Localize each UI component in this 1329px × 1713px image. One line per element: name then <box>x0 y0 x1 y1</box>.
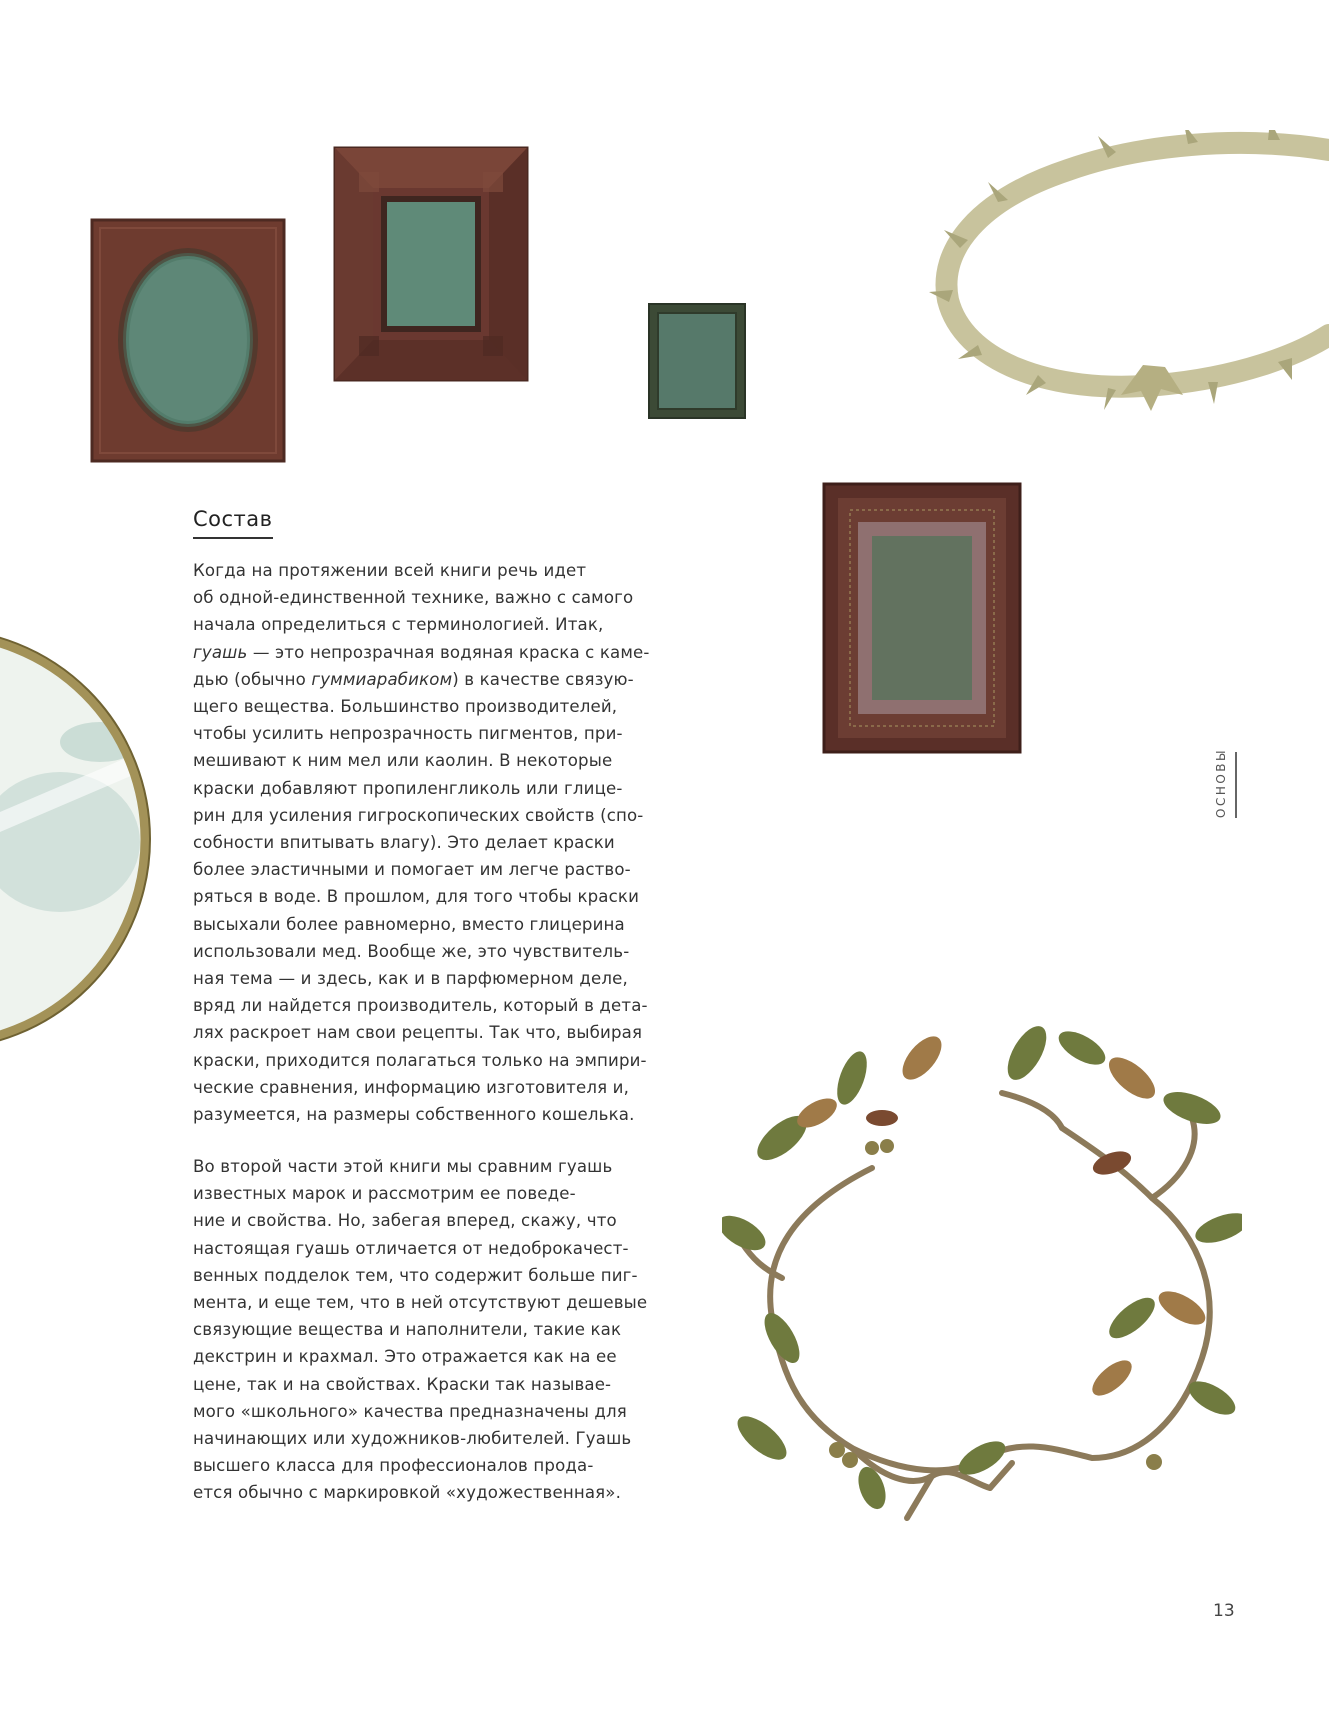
text-line: использовали мед. Вообще же, это чувствитель- <box>193 941 630 961</box>
text-line: ряться в воде. В прошлом, для того чтобы краски <box>193 887 639 907</box>
text-line <box>193 666 653 693</box>
text-line: собности впитывать влагу). Это делает краски <box>193 833 615 853</box>
term-gouache: гуашь <box>193 642 248 662</box>
text-line: Во второй части этой книги мы сравним гуашь <box>193 1157 613 1176</box>
text-fragment: дью (обычно <box>193 669 312 689</box>
text-line: мого «школьного» качества предназначены для <box>193 1401 627 1421</box>
text-line: начала определиться с терминологией. Итак, <box>193 615 604 635</box>
small-green-frame-illustration <box>648 303 746 419</box>
text-line: краски добавляют пропиленгликоль или глице- <box>193 778 623 798</box>
text-line: ется обычно с маркировкой «художественная». <box>193 1483 622 1503</box>
oval-frame-illustration <box>90 218 286 463</box>
text-line: разумеется, на размеры собственного кошелька. <box>193 1105 635 1125</box>
round-mirror-illustration <box>0 622 160 1056</box>
body-paragraph-1 <box>193 557 653 1128</box>
text-line: декстрин и крахмал. Это отражается как на ее <box>193 1347 617 1367</box>
text-line: высшего класса для профессионалов прода- <box>193 1456 594 1476</box>
text-line: высыхали более равномерно, вместо глицерина <box>193 914 625 934</box>
text-line: ние и свойства. Но, забегая вперед, скажу, что <box>193 1211 617 1231</box>
page-number: 13 <box>1213 1601 1235 1621</box>
section-tab <box>1214 747 1240 818</box>
rectangular-frame-illustration <box>822 482 1022 754</box>
text-line: краски, приходится полагаться только на эмпири- <box>193 1050 647 1070</box>
text-line: ческие сравнения, информацию изготовителя и, <box>193 1077 630 1097</box>
oak-wreath-illustration <box>722 1018 1242 1538</box>
text-line: вряд ли найдется производитель, который в дета- <box>193 996 648 1016</box>
text-line <box>193 639 653 666</box>
text-line: об одной-единственной технике, важно с самого <box>193 588 634 608</box>
text-line: щего вещества. Большинство производителей, <box>193 697 618 717</box>
text-line: известных марок и рассмотрим ее поведе- <box>193 1184 576 1204</box>
text-line: лях раскроет нам свои рецепты. Так что, выбирая <box>193 1023 643 1043</box>
text-line: более эластичными и помогает им легче раство- <box>193 860 631 880</box>
text-line: мешивают к ним мел или каолин. В некоторые <box>193 751 613 771</box>
text-line: мента, и еще тем, что в ней отсутствуют дешевые <box>193 1293 648 1313</box>
section-label: ОСНОВЫ <box>1214 747 1228 818</box>
text-fragment: — это непрозрачная водяная краска с каме- <box>247 642 650 662</box>
text-line: рин для усиления гигроскопических свойств (спо- <box>193 805 644 825</box>
text-fragment: ) в качестве связую- <box>452 669 634 689</box>
text-line: чтобы усилить непрозрачность пигментов, при- <box>193 724 623 744</box>
text-line: связующие вещества и наполнители, такие как <box>193 1320 622 1340</box>
section-heading: Состав <box>193 507 273 539</box>
laurel-wreath-illustration <box>908 130 1329 430</box>
text-line: венных подделок тем, что содержит больше пиг- <box>193 1265 638 1285</box>
section-divider <box>1235 752 1237 818</box>
body-paragraph-2 <box>193 1153 653 1507</box>
term-gum-arabic: гуммиарабиком <box>311 669 453 689</box>
text-line: цене, так и на свойствах. Краски так называе- <box>193 1374 612 1394</box>
text-line: Когда на протяжении всей книги речь идет <box>193 561 587 580</box>
text-line: настоящая гуашь отличается от недоброкачест- <box>193 1238 629 1258</box>
text-line: ная тема — и здесь, как и в парфюмерном деле, <box>193 969 628 989</box>
text-line: начинающих или художников-любителей. Гуашь <box>193 1429 632 1449</box>
carved-frame-illustration <box>333 146 529 382</box>
